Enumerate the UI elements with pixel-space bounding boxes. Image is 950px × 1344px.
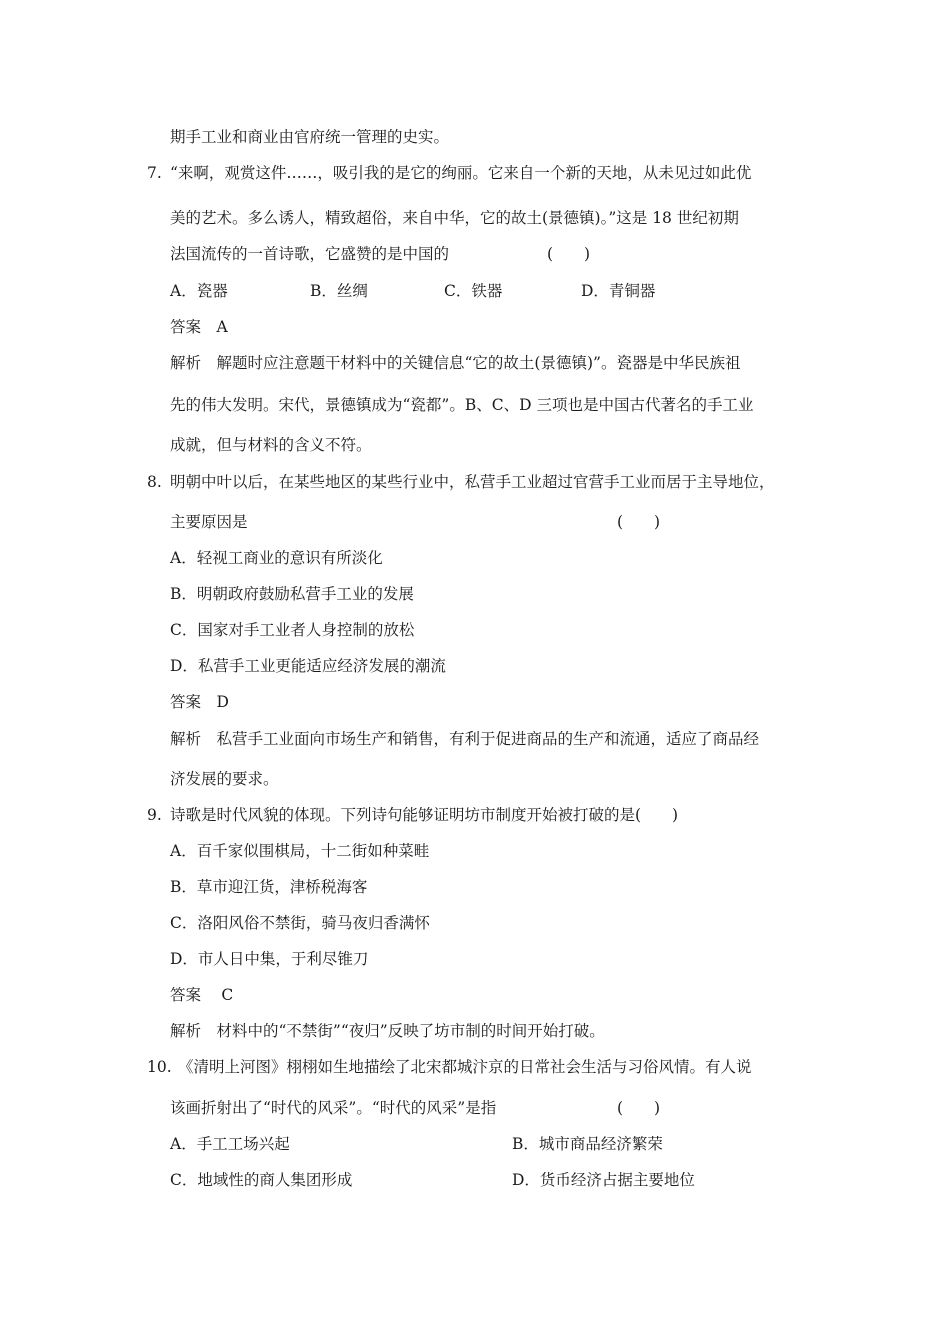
- option-b: B．丝绸: [310, 282, 368, 300]
- option-a: A．轻视工商业的意识有所淡化: [170, 549, 383, 567]
- intro-text: 期手工业和商业由官府统一管理的史实。: [170, 128, 450, 146]
- answer-label: 答案 C: [170, 986, 234, 1004]
- option-b: B．城市商品经济繁荣: [512, 1135, 663, 1153]
- analysis-line: 济发展的要求。: [170, 770, 279, 788]
- question-number: 9.: [147, 806, 162, 824]
- answer-bracket: ( ): [617, 513, 661, 531]
- question-stem-line: “来啊，观赏这件……，吸引我的是它的绚丽。它来自一个新的天地，从未见过如此优: [170, 164, 752, 182]
- option-d: D．货币经济占据主要地位: [512, 1171, 695, 1189]
- question-stem-line: 明朝中叶以后，在某些地区的某些行业中，私营手工业超过官营手工业而居于主导地位，: [170, 473, 775, 491]
- option-a: A．百千家似围棋局，十二街如种菜畦: [170, 842, 430, 860]
- option-b: B．草市迎江货，津桥税海客: [170, 878, 368, 896]
- question-stem-line: 法国流传的一首诗歌，它盛赞的是中国的: [170, 245, 450, 263]
- option-a: A．瓷器: [170, 282, 228, 300]
- analysis-line: 解析 私营手工业面向市场生产和销售，有利于促进商品的生产和流通，适应了商品经: [170, 730, 760, 748]
- answer-label: 答案 D: [170, 693, 229, 711]
- option-b: B．明朝政府鼓励私营手工业的发展: [170, 585, 414, 603]
- analysis-line: 先的伟大发明。宋代，景德镇成为“瓷都”。B、C、D 三项也是中国古代著名的手工业: [170, 396, 754, 414]
- option-c: C．铁器: [444, 282, 503, 300]
- option-d: D．私营手工业更能适应经济发展的潮流: [170, 657, 446, 675]
- answer-label: 答案 A: [170, 318, 228, 336]
- analysis-line: 解析 解题时应注意题干材料中的关键信息“它的故土(景德镇)”。瓷器是中华民族祖: [170, 354, 741, 372]
- option-d: D．市人日中集，于利尽锥刀: [170, 950, 369, 968]
- question-stem-line: 诗歌是时代风貌的体现。下列诗句能够证明坊市制度开始被打破的是( ): [170, 806, 679, 824]
- question-stem-line: 主要原因是: [170, 513, 248, 531]
- option-a: A．手工工场兴起: [170, 1135, 290, 1153]
- question-number: 7.: [147, 164, 162, 182]
- analysis-line: 解析 材料中的“不禁街”“夜归”反映了坊市制的时间开始打破。: [170, 1022, 605, 1040]
- analysis-line: 成就，但与材料的含义不符。: [170, 436, 372, 454]
- option-d: D．青铜器: [581, 282, 656, 300]
- question-stem-line: 《清明上河图》栩栩如生地描绘了北宋都城汴京的日常社会生活与习俗风情。有人说: [178, 1058, 752, 1076]
- option-c: C．国家对手工业者人身控制的放松: [170, 621, 415, 639]
- option-c: C．洛阳风俗不禁街，骑马夜归香满怀: [170, 914, 430, 932]
- answer-bracket: ( ): [617, 1099, 661, 1117]
- question-stem-line: 美的艺术。多么诱人，精致超俗，来自中华，它的故土(景德镇)。”这是 18 世纪初期: [170, 209, 739, 227]
- question-number: 8.: [147, 473, 162, 491]
- question-number: 10.: [147, 1058, 172, 1076]
- question-stem-line: 该画折射出了“时代的风采”。“时代的风采”是指: [170, 1099, 497, 1117]
- answer-bracket: ( ): [547, 245, 591, 263]
- option-c: C．地域性的商人集团形成: [170, 1171, 353, 1189]
